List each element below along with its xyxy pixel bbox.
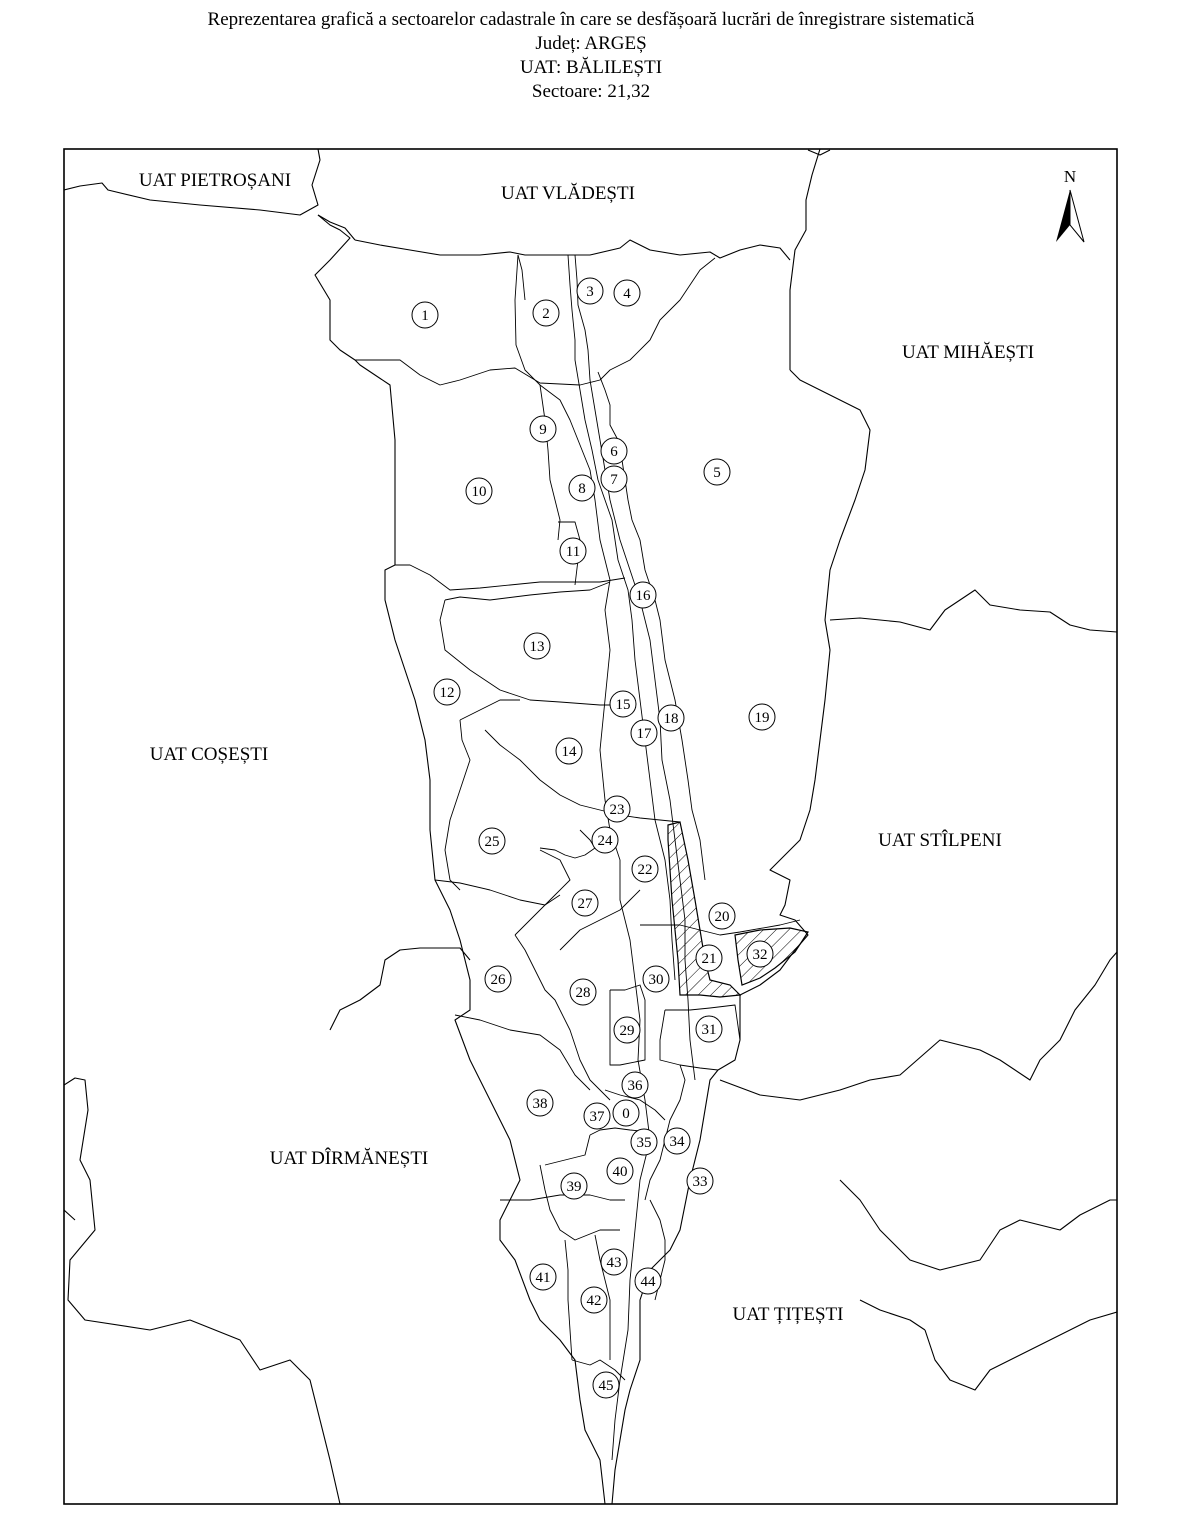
- uat-label: UAT: BĂLILEȘTI: [519, 57, 663, 78]
- sector-marker-31: [696, 1016, 722, 1042]
- sector-marker-2: [533, 300, 559, 326]
- north-arrow: [1056, 167, 1084, 242]
- sector-marker-5: [704, 459, 730, 485]
- sector-number: 5: [713, 465, 721, 481]
- sector-number: 26: [490, 972, 506, 988]
- sector-number: 39: [566, 1179, 582, 1195]
- sector-marker-19: [749, 704, 775, 730]
- sector-number: 7: [610, 472, 618, 488]
- sector-marker-4: [614, 280, 640, 306]
- sector-marker-41: [530, 1264, 556, 1290]
- sector-marker-30: [643, 966, 669, 992]
- sector-marker-10: [466, 478, 492, 504]
- sector-marker-40: [607, 1158, 633, 1184]
- sector-number: 11: [565, 544, 581, 560]
- sector-marker-37: [584, 1103, 610, 1129]
- sector-number: 33: [692, 1174, 708, 1190]
- neighbor-label: UAT VLĂDEȘTI: [501, 183, 635, 204]
- sector-number: 12: [439, 685, 455, 701]
- sector-number: 22: [637, 862, 653, 878]
- sector-marker-0: [613, 1100, 639, 1126]
- sector-marker-22: [632, 856, 658, 882]
- sector-number: 21: [701, 951, 717, 967]
- sector-marker-25: [479, 828, 505, 854]
- sector-number: 45: [598, 1378, 614, 1394]
- sector-number: 13: [529, 639, 545, 655]
- neighbor-label: UAT DÎRMĂNEȘTI: [269, 1148, 429, 1169]
- neighbor-label: UAT COȘEȘTI: [149, 744, 269, 765]
- neighbor-label: UAT PIETROȘANI: [138, 170, 292, 191]
- sector-number: 36: [627, 1078, 643, 1094]
- neighbor-labels: [139, 170, 1034, 1325]
- sector-marker-24: [592, 827, 618, 853]
- neighbor-label: UAT STÎLPENI: [878, 830, 1002, 851]
- sector-marker-21: [696, 945, 722, 971]
- sector-number: 35: [636, 1135, 652, 1151]
- sector-number: 9: [539, 422, 547, 438]
- sector-number: 34: [669, 1134, 685, 1150]
- sector-marker-11: [560, 538, 586, 564]
- neighbor-label: UAT MIHĂEȘTI: [901, 342, 1035, 363]
- sector-marker-34: [664, 1128, 690, 1154]
- sector-marker-8: [569, 475, 595, 501]
- sector-marker-12: [434, 679, 460, 705]
- sector-marker-20: [709, 903, 735, 929]
- sector-marker-28: [570, 979, 596, 1005]
- sector-number: 20: [714, 909, 730, 925]
- sector-marker-42: [581, 1287, 607, 1313]
- north-label: N: [1063, 167, 1077, 186]
- sector-number: 15: [615, 697, 631, 713]
- sector-marker-14: [556, 738, 582, 764]
- sector-number: 10: [471, 484, 487, 500]
- sector-number: 14: [561, 744, 577, 760]
- sector-number: 8: [578, 481, 586, 497]
- sector-number: 16: [635, 588, 651, 604]
- sector-marker-26: [485, 966, 511, 992]
- county-label: Județ: ARGEȘ: [535, 33, 647, 54]
- sector-number: 25: [484, 834, 500, 850]
- sector-marker-16: [630, 582, 656, 608]
- sector-marker-29: [614, 1017, 640, 1043]
- sector-marker-27: [572, 890, 598, 916]
- sector-number: 28: [575, 985, 591, 1001]
- sector-number: 19: [754, 710, 770, 726]
- sector-marker-15: [610, 691, 636, 717]
- sector-marker-36: [622, 1072, 648, 1098]
- sector-marker-13: [524, 633, 550, 659]
- sector-number: 6: [610, 444, 618, 460]
- sector-number: 29: [619, 1023, 635, 1039]
- sector-number: 1: [421, 308, 429, 324]
- neighbor-label: UAT ȚIȚEȘTI: [732, 1304, 844, 1325]
- sector-marker-18: [658, 705, 684, 731]
- sector-number: 38: [532, 1096, 548, 1112]
- sector-marker-1: [412, 302, 438, 328]
- sector-number: 23: [609, 802, 625, 818]
- sector-number: 43: [606, 1255, 622, 1271]
- sector-marker-17: [631, 720, 657, 746]
- sector-number: 40: [612, 1164, 628, 1180]
- sector-number: 27: [577, 896, 593, 912]
- sector-number: 17: [636, 726, 652, 742]
- sector-marker-39: [561, 1173, 587, 1199]
- sector-marker-3: [577, 278, 603, 304]
- sector-number: 2: [542, 306, 550, 322]
- sector-number: 18: [663, 711, 679, 727]
- sector-number: 31: [701, 1022, 717, 1038]
- sector-marker-9: [530, 416, 556, 442]
- sector-marker-33: [687, 1168, 713, 1194]
- sector-number: 37: [589, 1109, 605, 1125]
- sector-number: 30: [648, 972, 664, 988]
- map-title: Reprezentarea grafică a sectoarelor cadastrale în care se desfășoară lucrări de înregistrare sistematică: [207, 9, 975, 30]
- sector-marker-44: [635, 1268, 661, 1294]
- sector-number: 44: [640, 1274, 656, 1290]
- sector-marker-45: [593, 1372, 619, 1398]
- sector-labels: [412, 278, 775, 1398]
- sector-marker-6: [601, 438, 627, 464]
- sector-marker-23: [604, 796, 630, 822]
- sector-number: 41: [535, 1270, 551, 1286]
- sector-number: 24: [597, 833, 613, 849]
- sector-number: 0: [622, 1106, 630, 1122]
- sector-marker-32: [747, 941, 773, 967]
- sector-number: 42: [586, 1293, 602, 1309]
- sector-number: 3: [586, 284, 594, 300]
- sector-marker-35: [631, 1129, 657, 1155]
- sector-number: 32: [752, 947, 768, 963]
- sector-number: 4: [623, 286, 631, 302]
- sector-marker-38: [527, 1090, 553, 1116]
- sectors-label: Sectoare: 21,32: [531, 81, 651, 102]
- sector-marker-7: [601, 466, 627, 492]
- sector-marker-43: [601, 1249, 627, 1275]
